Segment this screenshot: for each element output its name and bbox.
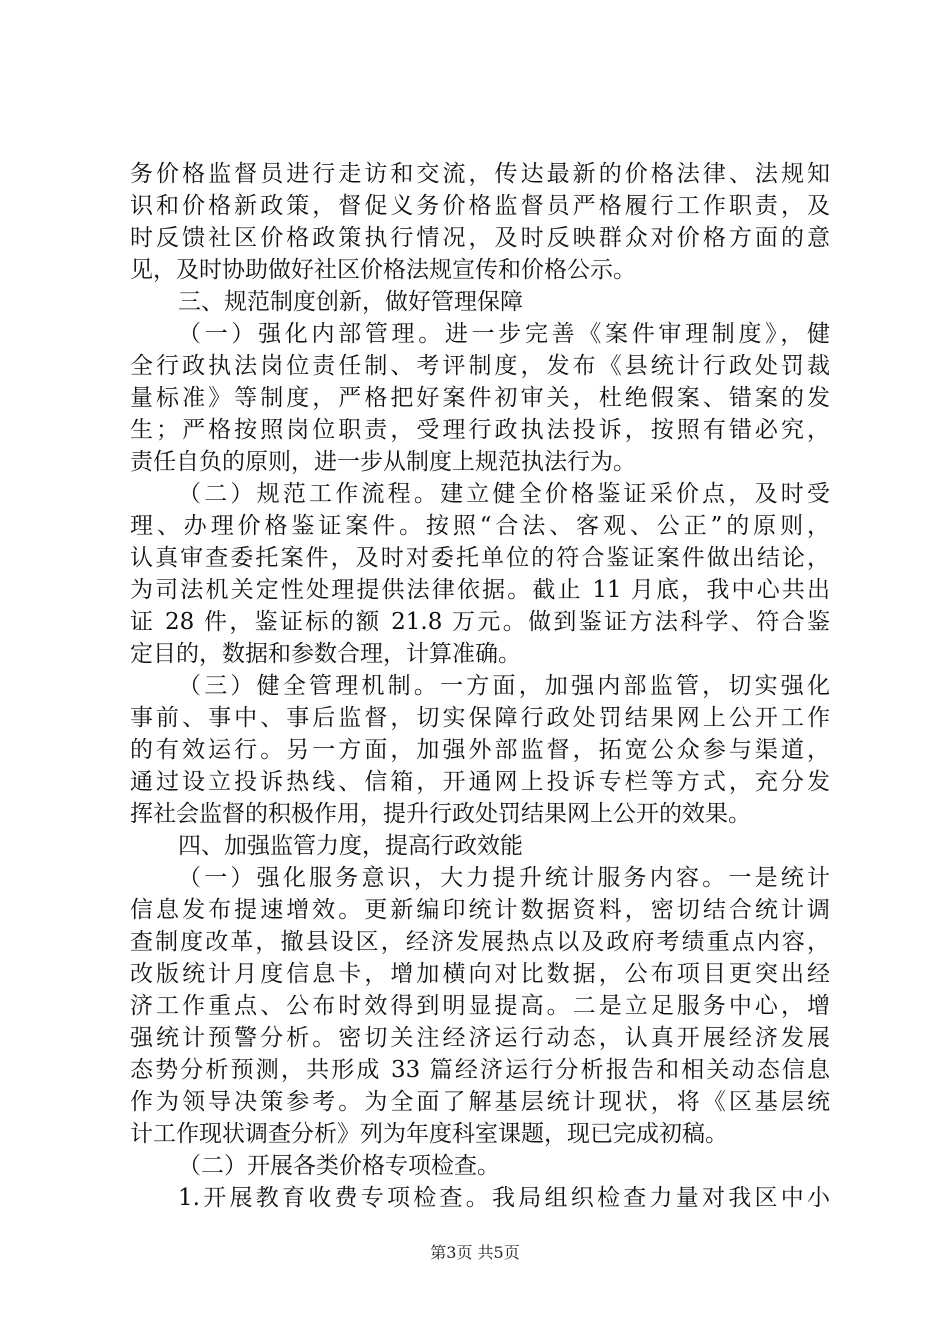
- text-line: （二）规范工作流程。建立健全价格鉴证采价点，及时受: [178, 481, 830, 507]
- text-line: 挥社会监督的积极作用，提升行政处罚结果网上公开的效果。: [130, 801, 751, 827]
- text-line: 计工作现状调查分析》列为年度科室课题，现已完成初稿。: [130, 1121, 728, 1147]
- text-line: 四、加强监管力度，提高行政效能: [178, 833, 523, 859]
- text-line: 查制度改革，撤县设区，经济发展热点以及政府考绩重点内容，: [130, 929, 830, 955]
- document-body: [130, 158, 830, 1214]
- text-line: 责任自负的原则，进一步从制度上规范执法行为。: [130, 449, 636, 475]
- text-line: 证 28 件，鉴证标的额 21.8 万元。做到鉴证方法科学、符合鉴: [130, 609, 830, 635]
- text-line: （三）健全管理机制。一方面，加强内部监管，切实强化: [178, 673, 830, 699]
- text-line: 认真审查委托案件，及时对委托单位的符合鉴证案件做出结论，: [130, 545, 830, 571]
- text-line: 1.开展教育收费专项检查。我局组织检查力量对我区中小: [178, 1185, 830, 1211]
- text-line: 改版统计月度信息卡，增加横向对比数据，公布项目更突出经: [130, 961, 830, 987]
- text-line: 济工作重点、公布时效得到明显提高。二是立足服务中心，增: [130, 993, 830, 1019]
- text-line: 三、规范制度创新，做好管理保障: [178, 289, 523, 315]
- text-line: 的有效运行。另一方面，加强外部监督，拓宽公众参与渠道，: [130, 737, 830, 763]
- text-line: 信息发布提速增效。更新编印统计数据资料，密切结合统计调: [130, 897, 830, 923]
- text-line: 理、办理价格鉴证案件。按照“合法、客观、公正”的原则，: [130, 513, 830, 539]
- text-line: 生；严格按照岗位职责，受理行政执法投诉，按照有错必究，: [130, 417, 830, 443]
- text-line: 定目的，数据和参数合理，计算准确。: [130, 641, 521, 667]
- page-footer: 第3页 共5页: [430, 1243, 520, 1262]
- text-line: 量标准》等制度，严格把好案件初审关，杜绝假案、错案的发: [130, 385, 830, 411]
- text-line: （一）强化内部管理。进一步完善《案件审理制度》，健: [178, 321, 830, 347]
- text-line: 为司法机关定性处理提供法律依据。截止 11 月底，我中心共出: [130, 577, 830, 603]
- text-line: 态势分析预测，共形成 33 篇经济运行分析报告和相关动态信息: [130, 1057, 830, 1083]
- text-line: 强统计预警分析。密切关注经济运行动态，认真开展经济发展: [130, 1025, 830, 1051]
- text-line: （二）开展各类价格专项检查。: [178, 1153, 500, 1179]
- text-line: 识和价格新政策，督促义务价格监督员严格履行工作职责，及: [130, 193, 830, 219]
- text-line: 通过设立投诉热线、信箱，开通网上投诉专栏等方式，充分发: [130, 769, 830, 795]
- text-line: （一）强化服务意识，大力提升统计服务内容。一是统计: [178, 865, 830, 891]
- text-line: 作为领导决策参考。为全面了解基层统计现状，将《区基层统: [130, 1089, 830, 1115]
- text-line: 事前、事中、事后监督，切实保障行政处罚结果网上公开工作: [130, 705, 830, 731]
- text-line: 时反馈社区价格政策执行情况，及时反映群众对价格方面的意: [130, 225, 830, 251]
- text-line: 务价格监督员进行走访和交流，传达最新的价格法律、法规知: [130, 161, 830, 187]
- text-line: 见，及时协助做好社区价格法规宣传和价格公示。: [130, 257, 636, 283]
- text-line: 全行政执法岗位责任制、考评制度，发布《县统计行政处罚裁: [130, 353, 830, 379]
